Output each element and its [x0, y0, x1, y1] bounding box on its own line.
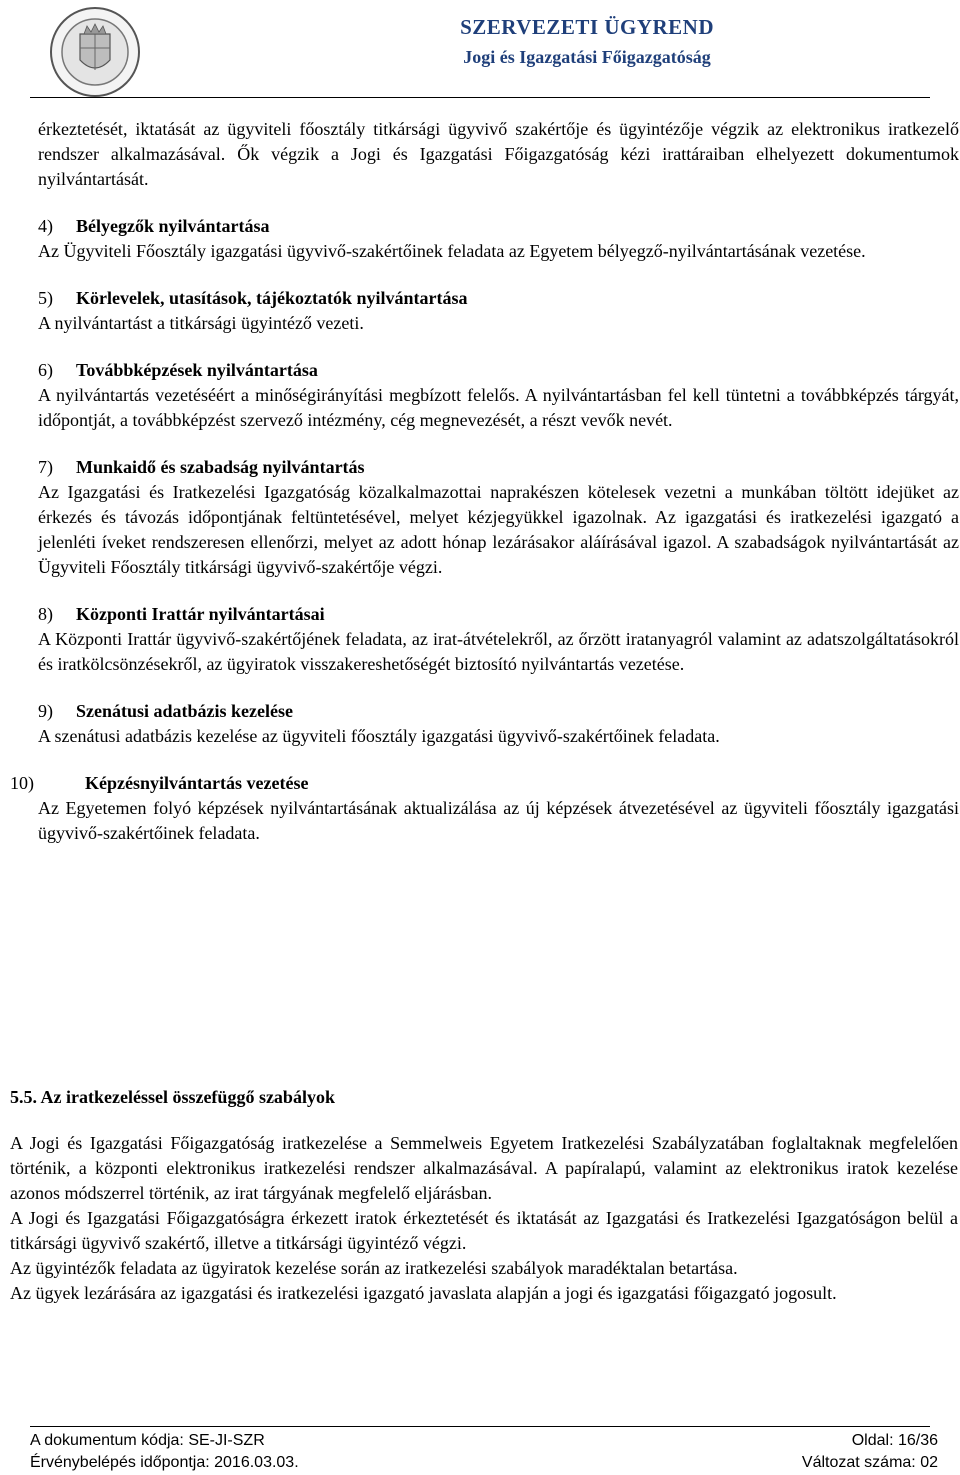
section-title: Körlevelek, utasítások, tájékoztatók nyilvántartása — [76, 288, 468, 308]
section-5-5 — [10, 1085, 958, 1306]
document-title: SZERVEZETI ÜGYREND — [460, 15, 714, 39]
document-footer — [30, 1430, 938, 1474]
section-number: 9) — [38, 701, 53, 721]
section-body: Az Ügyviteli Főosztály igazgatási ügyvivő-szakértőinek feladata az Egyetem bélyegző-nyilvántartásának vezetése. — [38, 241, 866, 261]
section-heading: 5.5. Az iratkezeléssel összefüggő szabályok — [10, 1087, 335, 1107]
section-8 — [38, 602, 959, 677]
intro-paragraph: érkeztetését, iktatását az ügyviteli főosztály titkársági ügyvivő szakértője és ügyintézője végzik az elektronikus iratkezelő rendszer alkalmazásával. Ők végzik a Jogi és Igazgatási Főigazgatóság kézi irattáraiban elhelyezett dokumentumok nyilvántartását. — [38, 119, 959, 189]
section-title: Munkaidő és szabadság nyilvántartás — [76, 457, 365, 477]
version-number: Változat száma: 02 — [801, 1454, 938, 1471]
doc-code: A dokumentum kódja: SE-JI-SZR — [30, 1432, 265, 1449]
section-number: 8) — [38, 604, 53, 624]
section-body: A nyilvántartást a titkársági ügyintéző vezeti. — [38, 313, 364, 333]
section-number: 10) — [10, 773, 34, 793]
section-number: 5) — [38, 288, 53, 308]
section-title: Képzésnyilvántartás vezetése — [85, 773, 309, 793]
page-number: Oldal: 16/36 — [851, 1432, 938, 1449]
paragraph: A Jogi és Igazgatási Főigazgatóság iratkezelése a Semmelweis Egyetem Iratkezelési Szabályzatában foglaltaknak megfelelően történik, a központi elektronikus iratkezelési rendszer alkalmazásával. A papíralapú, valamint az elektronikus iratok kezelése azonos módszerrel történik, az irat tárgyának megfelelő eljárásban. — [10, 1133, 958, 1203]
paragraph: Az ügyintézők feladata az ügyiratok kezelése során az iratkezelési szabályok maradéktalan betartása. — [10, 1258, 738, 1278]
section-body: A szenátusi adatbázis kezelése az ügyviteli főosztály igazgatási ügyvivő-szakértőinek feladata. — [38, 726, 720, 746]
section-body: A nyilvántartás vezetéséért a minőségirányítási megbízott felelős. A nyilvántartásban fel kell tüntetni a továbbképzés tárgyát, időpontját, a továbbképzést szervező intézmény, cég megnevezését, a részt vevők nevét. — [38, 385, 959, 430]
section-number: 6) — [38, 360, 53, 380]
main-content — [10, 117, 959, 846]
section-7 — [38, 455, 959, 580]
section-number: 7) — [38, 457, 53, 477]
paragraph: Az ügyek lezárására az igazgatási és iratkezelési igazgató javaslata alapján a jogi és igazgatási főigazgató jogosult. — [10, 1283, 837, 1303]
section-9 — [38, 699, 959, 749]
section-title: Továbbképzések nyilvántartása — [76, 360, 318, 380]
footer-divider — [30, 1426, 930, 1427]
section-title: Bélyegzők nyilvántartása — [76, 216, 270, 236]
section-body: A Központi Irattár ügyvivő-szakértőjének feladata, az irat-átvételekről, az őrzött iratanyagról valamint az adatszolgáltatásokról és iratkölcsönzésekről, az ügyiratok visszakereshetőségét biztosító nyilvántartás vezetése. — [38, 629, 959, 674]
section-number: 4) — [38, 216, 53, 236]
section-title: Szenátusi adatbázis kezelése — [76, 701, 293, 721]
university-seal-icon — [34, 4, 156, 100]
document-header — [460, 10, 714, 70]
section-body: Az Egyetemen folyó képzések nyilvántartásának aktualizálása az új képzések átvezetésével az ügyviteli főosztály igazgatási ügyvivő-szakértőinek feladata. — [38, 798, 959, 843]
document-subtitle: Jogi és Igazgatási Főigazgatóság — [463, 47, 711, 67]
section-body: Az Igazgatási és Iratkezelési Igazgatóság közalkalmazottai naprakészen kötelesek vezetni a munkában töltött idejüket az érkezés és távozás időpontjának feltüntetésével, melyet kézjegyükkel igazolnak. Az igazgatási és iratkezelési igazgató a jelenléti íveket rendszeresen ellenőrzi, melyet az adott hónap lezárásakor aláírásával igazol. A szabadságok nyilvántartását az Ügyviteli Főosztály titkársági ügyvivő-szakértője végzi. — [38, 482, 959, 577]
effective-date: Érvénybelépés időpontja: 2016.03.03. — [30, 1454, 299, 1471]
section-4 — [38, 214, 959, 264]
section-6 — [38, 358, 959, 433]
section-10 — [10, 771, 959, 846]
header-divider — [30, 97, 930, 98]
paragraph: A Jogi és Igazgatási Főigazgatóságra érkezett iratok érkeztetését és iktatását az Igazgatási és Iratkezelési Igazgatóságon belül a titkársági ügyvivő szakértő, illetve a titkársági ügyintéző végzi. — [10, 1208, 958, 1253]
section-title: Központi Irattár nyilvántartásai — [76, 604, 325, 624]
section-5 — [38, 286, 959, 336]
